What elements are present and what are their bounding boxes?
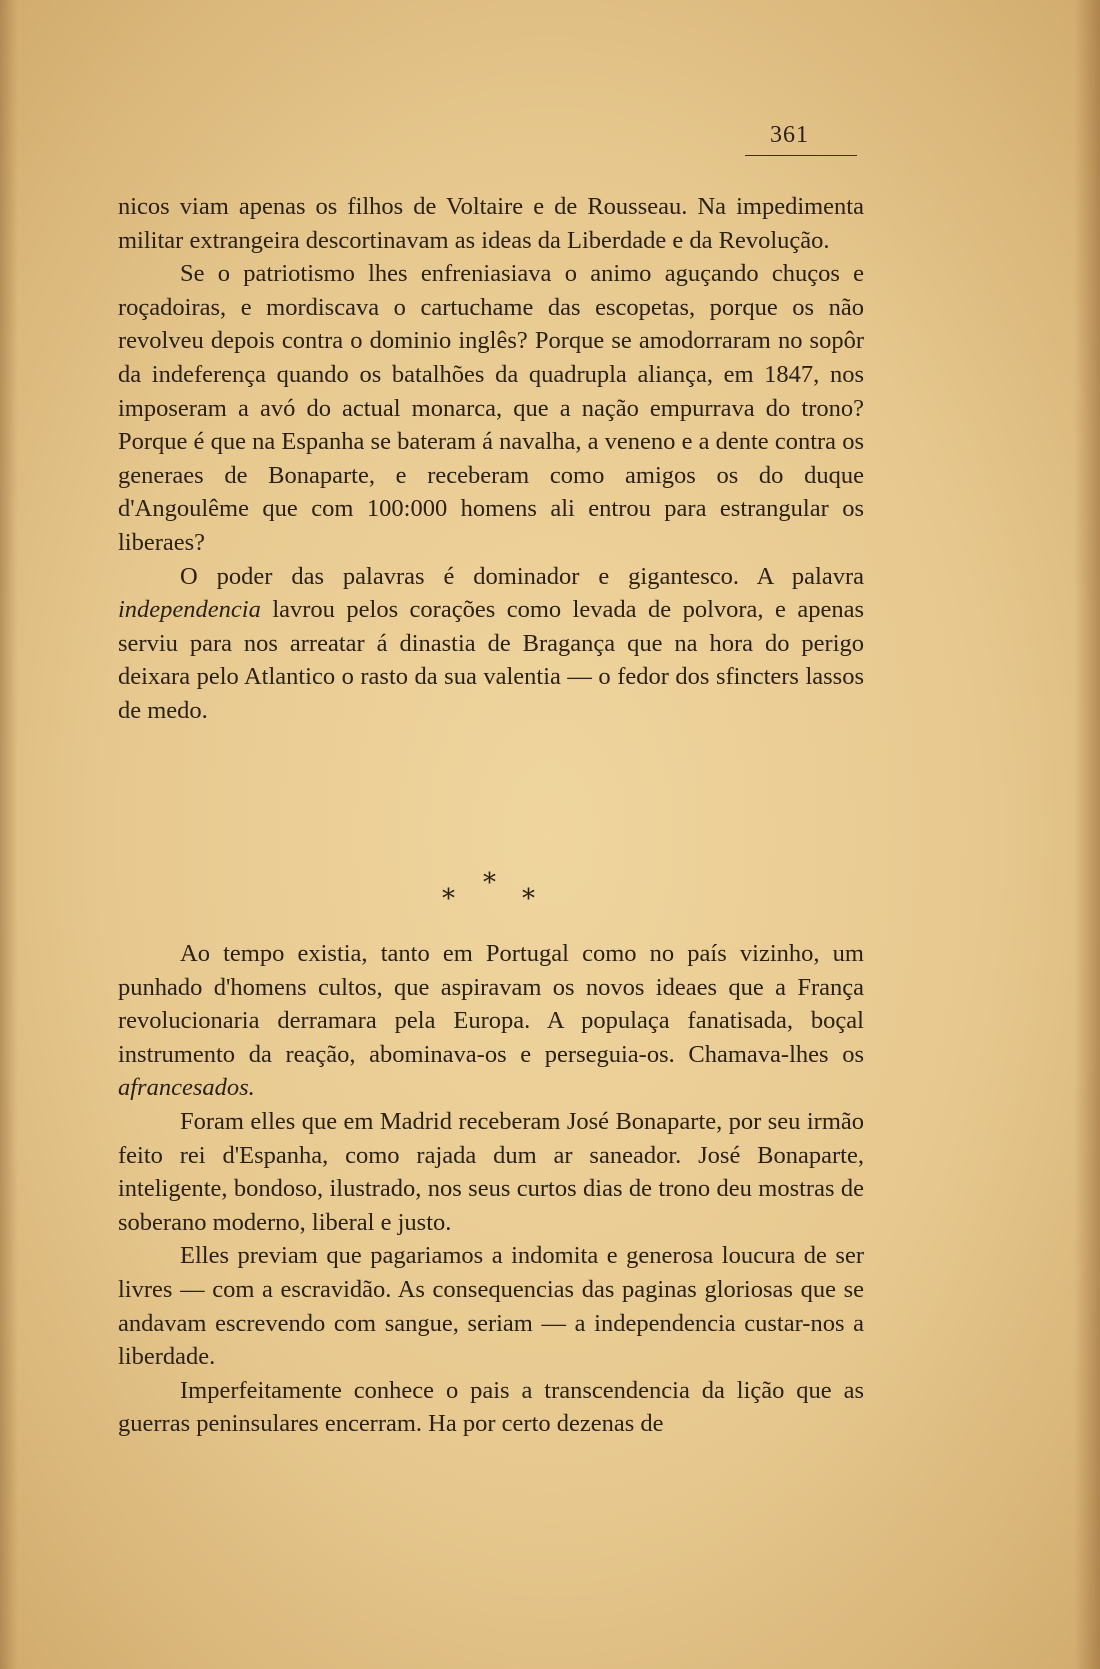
paragraph-text: nicos viam apenas os filhos de Voltaire e de Rousseau. Na impedimenta militar extrangeira descortinavam as ideas da Liberdade e da Revolução. (118, 193, 864, 254)
paragraph-p4 (118, 937, 864, 1105)
section-separator (0, 868, 1100, 914)
paragraph-text: Imperfeitamente conhece o pais a transcendencia da lição que as guerras peninsulares encerram. Ha por certo dezenas de (118, 1376, 864, 1438)
italic-term: independencia (118, 596, 261, 624)
page-edge-shadow-right (1074, 0, 1100, 1669)
paragraph-p2 (118, 257, 864, 559)
page-number-rule (745, 155, 857, 156)
paragraph-p5 (118, 1105, 864, 1239)
paragraph-text: Foram elles que em Madrid receberam José Bonaparte, por seu irmão feito rei d'Espanha, como rajada dum ar saneador. José Bonaparte, inteligente, bondoso, ilustrado, nos seus curtos dias de trono deu mostras de soberano moderno, liberal e justo. (118, 1107, 864, 1236)
asterism-star-top: * (483, 868, 496, 898)
paragraph-text: Se o patriotismo lhes enfreniasiava o animo aguçando chuços e roçadoiras, e mordiscava o cartuchame das escopetas, porque os não revolveu depois contra o dominio inglês? Porque se amodorraram no sopôr da indeferença quando os batalhões da quadrupla aliança, em 1847, nos imposeram a avó do actual monarca, que a nação empurrava do trono? Porque é que na Espanha se bateram á navalha, a veneno e a dente contra os generaes de Bonaparte, e receberam como amigos os do duque d'Angoulême que com 100:000 homens ali entrou para estrangular os liberaes? (118, 260, 864, 556)
paragraph-p7 (118, 1374, 864, 1441)
paragraph-p1 (118, 190, 864, 257)
asterism-star-left: * (442, 884, 455, 914)
italic-term: afrancesados. (118, 1074, 255, 1102)
paragraph-text: Ao tempo existia, tanto em Portugal como no país vizinho, um punhado d'homens cultos, que aspiravam os novos ideaes que a França revolucionaria derramara pela Europa. A populaça fanatisada, boçal instrumento da reação, abominava-os e perseguia-os. Chamava-lhes os (118, 940, 864, 1068)
page-number: 361 (770, 122, 809, 148)
text-section-1 (118, 190, 864, 728)
paragraph-text: O poder das palavras é dominador e gigantesco. A palavra (180, 562, 864, 590)
paragraph-text: lavrou pelos corações como levada de polvora, e apenas serviu para nos arreatar á dinastia de Bragança que na hora do perigo deixara pelo Atlantico o rasto da sua valentia — o fedor dos sfincters lassos de medo. (118, 596, 864, 724)
paragraph-p6 (118, 1239, 864, 1373)
paragraph-p3 (118, 560, 864, 728)
paragraph-text: Elles previam que pagariamos a indomita e generosa loucura de ser livres — com a escravidão. As consequencias das paginas gloriosas que se andavam escrevendo com sangue, seriam — a independencia custar-nos a liberdade. (118, 1242, 864, 1371)
page-edge-shadow-left (0, 0, 18, 1669)
asterism-star-right: * (522, 884, 535, 914)
text-section-2 (118, 937, 864, 1441)
